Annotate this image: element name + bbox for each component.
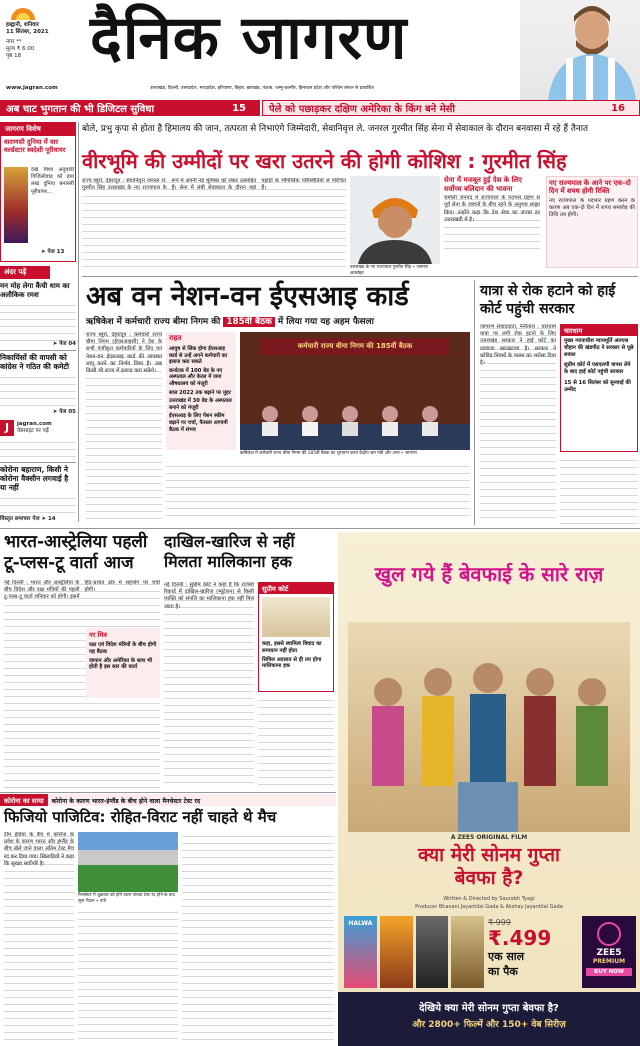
top-story-intro: बोले, प्रभु कृपा से होता है हिमालय की जान, तत्परता से निभाएंगे जिम्मेदारी, सेवानिवृत्त ले. जनरल गुरमीत सिंह सेना में सेवाकाल के दौरान बनवासा में रहे हैं तैनात [82, 124, 589, 134]
zee5-ad[interactable] [338, 532, 640, 1046]
andar-more[interactable]: विस्तृत समाचार पेज ➤ 14 [0, 516, 56, 522]
rahat-bullet-2: साल 2022 तक बढ़ाने पर मुहर [169, 389, 231, 396]
meeting-banner: कर्मचारी राज्य बीमा निगम की 185वीं बैठक [260, 338, 450, 355]
middle-col-body: नई दिल्ली : सुप्रीम कोर्ट ने कहा है कि राजस्व रिकार्ड में दाखिल-खारिज (म्यूटेशन) से किसी व्यक्ति को संपत्ति का मालिकाना हक नहीं मिल जाता है। [164, 582, 254, 788]
nar-mitra-bullet-1: जापान और अमेरिका के साथ भी होती है इस स्तर की वार्ता [89, 657, 153, 671]
ad-brand: A ZEE5 ORIGINAL FILM [450, 834, 528, 841]
ad-cast-photo [348, 622, 630, 832]
lead-subhead-post: में लिया गया यह अहम फैसला [277, 317, 374, 327]
chardham-bullet-1: सुप्रीम कोर्ट में एसएलपी वापस लेने के बाद हाई कोर्ट पहुंची सरकार [564, 362, 631, 376]
sports-body-right [182, 832, 334, 1044]
ad-price: ₹.499 [488, 926, 552, 950]
ad-tagline: देखिये क्या मेरी सोनम गुप्ता बेवफा है? [419, 1003, 559, 1014]
side-story-body: चमोली जनपद में राज्यपाल के पदभार ग्रहण से पूर्व सेना के जवानों के बीच रहने के अनुभव साझा किए। उन्होंने कहा कि देश सेवा का जज्बा हर उत्तराखंडी में है। [444, 195, 540, 255]
andar-item3-title[interactable]: कोरोना बहाराण, किसी ने कोरोना वैक्सीन लगवाई है या नहीं [0, 465, 69, 492]
site-url[interactable]: www.jagran.com [6, 85, 58, 91]
ad-title: क्या मेरी सोनम गुप्ता बेवफा है? [418, 844, 560, 889]
sports-body: टीम इंडिया के बैच में कोरोना के प्रवेश के कारण भारत और इंग्लैंड के बीच खेले जाने वाला अंतिम टेस्ट मैच रद कर दिया गया। खिलाड़ियों ने कहा कि सुरक्षा सर्वोपरि है। [4, 832, 74, 1044]
stadium-photo [78, 832, 178, 892]
ad-offer-line2: का पैक [488, 965, 518, 978]
chardham-bullet-0: मुख्य न्यायाधीश न्यायमूर्ति आरएस चौहान की खंडपीठ ने सरकार से पूछे सवाल [564, 338, 634, 358]
ad-credits: Written & Directed by Saurabh Tyagi [443, 896, 535, 902]
stadium-photo-caption: मैनचेस्टर में शुक्रवार को होने वाला पांचवां टेस्ट रद होने के बाद सूना मैदान • एपी [78, 893, 175, 904]
lead-body: राज्य ब्यूरो, देहरादून : कर्मचारी राज्य बीमा निगम (ईएसआइसी) ने देश के सभी पंजीकृत कर्मचारियों के लिए वन नेशन-वन ईएसआइ कार्ड की व्यवस्था लागू करने का निर्णय लिया है। अब किसी भी राज्य में इलाज करा सकेंगे। [86, 332, 162, 522]
ticker-right-text: पेले को पछाड़कर दक्षिण अमेरिका के किंग बने मेसी [269, 104, 456, 115]
rahat-bullet-4: ईएसआइ के लिए पेंशन स्कीम बढ़ाने पर चर्चा, फैसला आगामी बैठक में संभव [169, 413, 228, 433]
ticker-right-page: 16 [611, 102, 625, 114]
edition-price: मूल्य ₹ 6.00 [6, 46, 35, 52]
edition-city: हल्द्वानी, शनिवार [6, 22, 39, 28]
chardham-bullet-2: 15 से 16 सितंबर को सुनवाई की उम्मीद [564, 379, 631, 393]
poster-3 [416, 916, 449, 988]
ticker-left-page: 15 [232, 102, 246, 114]
rahat-bullet-0: आयुष से लिंक होगा ईएसआइ कार्ड से उन्हें अपने कर्मचारी का इलाज करा सकते [169, 346, 228, 366]
ad-producer: Producer Bhavani Jayantilal Gada & Akshay Jayantilal Gada [415, 904, 563, 910]
nar-mitra-bullet-0: रक्षा एवं विदेश मंत्रियों के बीच होगी यह बैठक [89, 642, 157, 655]
rahat-bullet-3: उत्तराखंड में 30 बेड के अस्पताल बनाने को मंजूरी [169, 398, 232, 411]
zee5-brand: ZEE5 [596, 948, 622, 958]
supreme-court-label: सुप्रीम कोर्ट [259, 583, 333, 594]
poster-1: HALWA [344, 916, 377, 988]
lead-subhead-badge: 185वीं बैठक [223, 317, 275, 327]
supreme-court-bullet-0: कहा, इससे स्वामित्व विवाद का समाधान नहीं होता [262, 641, 322, 654]
sports-body-lower [78, 908, 178, 1044]
right-story-headline[interactable]: यात्रा से रोक हटाने को हाई कोर्ट पहुंची सरकार [480, 283, 616, 317]
rahat-label: राहत [169, 334, 182, 342]
masthead [0, 0, 640, 100]
chardham-box [560, 324, 638, 452]
andar-jagran-sub: वेबसाइट पर पढ़ें [17, 428, 49, 434]
lead-subhead [86, 316, 470, 328]
right-story-body: नए राज्यपाल के पदभार ग्रहण करने के कारण अब एक-दो दिन में शपथ समारोह की तिथि तय होगी। [549, 197, 635, 219]
ticker-right[interactable] [262, 100, 640, 116]
sports-kicker: कोरोना का साया [0, 794, 48, 806]
supreme-court-bullet-1: सिविल अदालत से ही तय होगा मालिकाना हक [262, 656, 322, 670]
ad-posters [344, 916, 484, 988]
rahat-bullet-1: कर्नाटक में 100 बेड के नए अस्पताल और केरल में जमा औषधालय को मंजूरी [169, 367, 223, 387]
ad-price-old: ₹ 999 [488, 918, 511, 927]
zee5-logo-box[interactable] [582, 916, 636, 988]
middle-col-body-lower [258, 696, 334, 788]
zee5-logo-icon [597, 922, 621, 946]
sun-logo-icon [10, 6, 36, 20]
top-story-body: राज्य ब्यूरो, देहरादून : सेवानिवृत्त जनरल ले. गुरमीत सिंह उत्तराखंड के नए राज्यपाल के रूप में अपनी नई भूमिका को लेकर उत्साहित हैं। सेना में लंबी सेवाकाल के दौरान यहां पहाड़ों के भौगोलिक परिस्थितियों से परिचित हैं। [82, 178, 346, 272]
side-story-title[interactable]: सेना में मजबूत हुई देश के लिए सर्वोच्च बलिदान की भावना [444, 176, 523, 193]
andar-section [0, 266, 76, 526]
governor-photo [350, 176, 440, 264]
right-story-body-lower [560, 456, 638, 524]
jagran-j-logo-icon: J [0, 420, 14, 436]
ad-offer[interactable] [488, 918, 578, 988]
saree-image [4, 167, 28, 243]
ticker-left[interactable] [0, 100, 260, 116]
jagran-vishesh-body: देखें विश्व अनुवादी विजिलोवाड को डाय लख दुनिया बनारसी पूरीवायर... [31, 167, 74, 195]
right-story-body-text: जागरण संवाददाता, नैनीताल : चारधाम यात्रा पर लगी रोक हटाने के लिए उत्तराखंड सरकार ने हाई कोर्ट का दरवाजा खटखटाया है। सरकार ने कोविड नियमों के पालन का भरोसा दिया है। [480, 324, 556, 524]
nar-mitra-label: नर मित्र [89, 631, 107, 639]
ad-tagline-bar [338, 992, 640, 1046]
jagran-vishesh-label: जागरण विशेष [1, 123, 75, 136]
nar-mitra-box [86, 628, 160, 698]
chardham-label: चारधाम [561, 325, 637, 336]
player-photo [520, 0, 640, 100]
middle-col-headline[interactable]: दाखिल-खारिज से नहीं मिलता मालिकाना हक [164, 532, 295, 571]
jagran-vishesh-headline: वाराणसी दुनिया में वार वर्ल्डस्टार स्वदेशी पूरीवायर [4, 138, 66, 154]
top-story-headline[interactable]: वीरभूमि की उम्मीदों पर खरा उतरने की होगी कोशिश : गुरमीत सिंह [82, 149, 567, 173]
poster-4 [451, 916, 484, 988]
sports-strip: कोरोना के कारण भारत-इंग्लैंड के बीच होने वाला मैनचेस्टर टेस्ट रद [48, 794, 336, 806]
ad-offer-line1: एक साल [488, 950, 525, 963]
ticker-left-text: अब चाट भुगतान की भी डिजिटल सुविधा [6, 104, 155, 115]
andar-item2-title[interactable]: निकायिंसों की वापसी को कांग्रेस ने गठित की कमेटी [0, 353, 70, 371]
zee5-premium: PREMIUM [592, 958, 626, 965]
meeting-photo-caption: ऋषिकेश में कर्मचारी राज्य बीमा निगम की 185वीं बैठक का शुभारंभ करते केंद्रीय श्रम मंत्री और अन्य • जागरण [240, 451, 417, 456]
governor-photo-caption: उत्तराखंड के नए राज्यपाल गुरमीत सिंह • जागरण आर्काइव [350, 265, 429, 276]
lead-subhead-pre: ऋषिकेश में कर्मचारी राज्य बीमा निगम की [86, 317, 221, 327]
andar-item1-title[interactable]: मन मोह लेगा कैंची धाम का अलौकिक रमश [0, 282, 70, 299]
lead-headline[interactable]: अब वन नेशन-वन ईएसआइ कार्ड [86, 281, 409, 312]
left-col-body: नई दिल्ली : भारत और आस्ट्रेलिया के बीच विदेश और रक्षा मंत्रियों की पहली टू-प्लस-टू वार्ता शनिवार को होगी। इसमें हिंद-प्रशांत क्षेत्र में सहयोग पर चर्चा होगी। [4, 580, 160, 788]
left-col-headline[interactable]: भारत-आस्ट्रेलिया पहली टू-प्लस-टू वार्ता आज [4, 532, 148, 573]
edition-name: नगर ** [6, 39, 22, 45]
regions-line: उत्तराखंड, दिल्ली, उत्तरप्रदेश, मध्यप्रदेश, हरियाणा, बिहार, झारखंड, पंजाब, जम्मू-कश्मीर, हिमाचल प्रदेश और पश्चिम बंगाल से प्रकाशित [150, 86, 375, 91]
supreme-court-icon [262, 597, 330, 637]
zee5-buy-button[interactable]: BUY NOW [586, 968, 632, 976]
andar-item2-page[interactable]: ➤ पेज 05 [52, 409, 76, 415]
sports-kicker-strip [0, 794, 336, 806]
ad-tagline2: और 2800+ फिल्में और 150+ वेब सिरीज़ [412, 1020, 566, 1030]
edition-pages: पृष्ठ 18 [6, 53, 22, 59]
rahat-box [166, 332, 236, 450]
jagran-vishesh [0, 122, 76, 262]
edition-date: 11 सितंबर, 2021 [6, 29, 49, 35]
andar-jagran-url[interactable]: jagran.com [17, 421, 52, 427]
meeting-photo [240, 332, 470, 450]
masthead-title: दैनिक जागरण [90, 3, 408, 73]
ad-headline: खुल गये हैं बेवफाई के सारे राज़ [374, 562, 604, 586]
andar-label: अंदर पढ़ें [0, 266, 50, 279]
jagran-vishesh-page[interactable]: ➤ पेज 13 [41, 249, 65, 255]
sports-headline[interactable]: फिजियो पाजिटिव: रोहित-विराट नहीं चाहते थे मैच [4, 808, 277, 826]
supreme-court-box [258, 582, 334, 692]
right-story-title[interactable]: नए राज्यपाल के आने पर एक-दो दिन में शपथ होगी रिक्ति [549, 179, 631, 196]
andar-item1-page[interactable]: ➤ पेज 04 [52, 341, 76, 347]
poster-2 [380, 916, 413, 988]
lead-body-lower [166, 462, 470, 522]
